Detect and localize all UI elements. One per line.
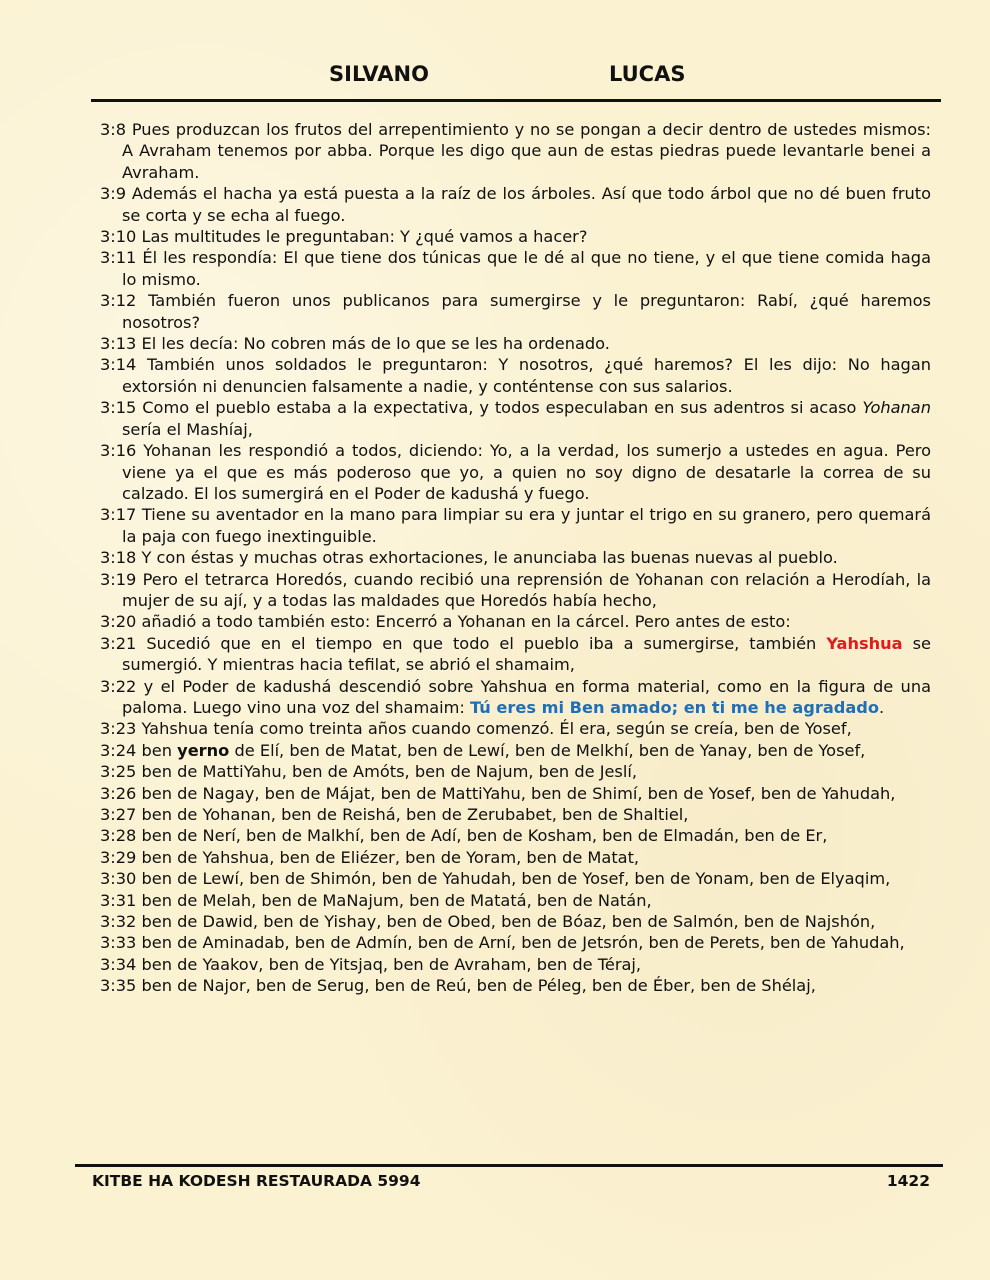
verse-3-35: 3:35 ben de Najor, ben de Serug, ben de Reú, ben de Péleg, ben de Éber, ben de Shélaj,: [100, 976, 816, 996]
verse-3-8: 3:8 Pues produzcan los frutos del arrepentimiento y no se pongan a decir dentro de ustedes mismos: A Avraham tenemos por abba. Porque les digo que aun de estas piedras puede levantarle benei a Avraham.: [100, 120, 931, 182]
footer-title: KITBE HA KODESH RESTAURADA 5994: [92, 1172, 421, 1190]
verse-3-18: 3:18 Y con éstas y muchas otras exhortaciones, le anunciaba las buenas nuevas al pueblo.: [100, 548, 838, 568]
verse-3-15-name: Yohanan: [862, 398, 931, 418]
verse-3-29: 3:29 ben de Yahshua, ben de Eliézer, ben de Yoram, ben de Matat,: [100, 847, 640, 867]
verse-3-32: 3:32 ben de Dawid, ben de Yishay, ben de Obed, ben de Bóaz, ben de Salmón, ben de Najshón,: [100, 912, 876, 932]
verse-3-31: 3:31 ben de Melah, ben de MaNajum, ben de Matatá, ben de Natán,: [100, 890, 652, 910]
verse-3-15-end: sería el Mashíaj,: [122, 419, 253, 439]
verse-3-9: 3:9 Además el hacha ya está puesta a la raíz de los árboles. Así que todo árbol que no dé buen fruto se corta y se echa al fuego.: [100, 184, 931, 225]
verse-3-22-voice: Tú eres mi Ben amado; en ti me he agradado: [470, 697, 880, 717]
verse-3-14: 3:14 También unos soldados le preguntaron: Y nosotros, ¿qué haremos? El les dijo: No hagan extorsión ni denuncien falsamente a nadie, y conténtense con sus salarios.: [100, 355, 931, 396]
verse-3-21-end: se sumergió. Y mientras hacia tefilat, se abrió el shamaim,: [122, 633, 931, 675]
verse-3-12: 3:12 También fueron unos publicanos para sumergirse y le preguntaron: Rabí, ¿qué haremos nosotros?: [100, 291, 931, 332]
verse-3-27: 3:27 ben de Yohanan, ben de Reishá, ben de Zerubabet, ben de Shaltiel,: [100, 805, 689, 824]
verse-3-23: 3:23 Yahshua tenía como treinta años cuando comenzó. Él era, según se creía, ben de Yosef,: [100, 719, 852, 739]
verse-3-24-text: 3:24 ben: [100, 740, 178, 760]
verse-3-15-text: 3:15 Como el pueblo estaba a la expectativa, y todos especulaban en sus adentros si acaso: [100, 398, 857, 418]
verse-3-24-end: de Elí, ben de Matat, ben de Lewí, ben de Melkhí, ben de Yanay, ben de Yosef,: [229, 740, 866, 760]
verse-3-24-bold: yerno: [177, 740, 230, 760]
verse-3-17: 3:17 Tiene su aventador en la mano para limpiar su era y juntar el trigo en su granero, pero quemará la paja con fuego inextinguible.: [100, 505, 931, 546]
verse-3-22: [100, 676, 931, 719]
verse-3-15: [100, 397, 931, 440]
verse-3-22-text: 3:22 y el Poder de kadushá descendió sobre Yahshua en forma material, como en la figura de una paloma. Luego vino una voz del shamaim:: [100, 676, 931, 717]
verse-3-10: 3:10 Las multitudes le preguntaban: Y ¿qué vamos a hacer?: [100, 227, 588, 247]
verse-3-21-yahshua: Yahshua: [826, 633, 903, 653]
verse-3-33: 3:33 ben de Aminadab, ben de Admín, ben de Arní, ben de Jetsrón, ben de Perets, ben de Yahudah,: [100, 933, 905, 953]
footer-divider: [75, 1164, 943, 1167]
page-footer: [92, 1172, 930, 1194]
header-author: SILVANO: [329, 62, 429, 86]
verse-3-22-end: .: [879, 697, 885, 717]
verse-3-16: 3:16 Yohanan les respondió a todos, diciendo: Yo, a la verdad, los sumerjo a ustedes en agua. Pero viene ya el que es más poderoso que yo, a quien no soy digno de desatarle la correa de su calzado. El los sumergirá en el Poder de kadushá y fuego.: [100, 441, 931, 503]
verse-3-21-text: 3:21 Sucedió que en el tiempo en que todo el pueblo iba a sumergirse, también: [100, 633, 827, 653]
verse-3-25: 3:25 ben de MattiYahu, ben de Amóts, ben de Najum, ben de Jeslí,: [100, 762, 638, 782]
header-divider: [91, 99, 941, 102]
verse-3-20: 3:20 añadió a todo también esto: Encerró a Yohanan en la cárcel. Pero antes de esto:: [100, 612, 791, 632]
verse-3-19: 3:19 Pero el tetrarca Horedós, cuando recibió una reprensión de Yohanan con relación a Herodíah, la mujer de su ají, y a todas las maldades que Horedós había hecho,: [100, 569, 931, 610]
verse-3-13: 3:13 El les decía: No cobren más de lo que se les ha ordenado.: [100, 334, 610, 354]
verse-3-24: [100, 740, 931, 761]
verse-3-28: 3:28 ben de Nerí, ben de Malkhí, ben de Adí, ben de Kosham, ben de Elmadán, ben de Er,: [100, 826, 828, 846]
verse-list: [100, 119, 931, 997]
page-number: 1422: [886, 1172, 930, 1190]
page-header: [0, 62, 990, 90]
verse-3-21: [100, 633, 931, 676]
verse-3-26: 3:26 ben de Nagay, ben de Májat, ben de MattiYahu, ben de Shimí, ben de Yosef, ben de Yahudah,: [100, 783, 896, 803]
verse-3-11: 3:11 Él les respondía: El que tiene dos túnicas que le dé al que no tiene, y el que tiene comida haga lo mismo.: [100, 248, 931, 289]
verse-3-34: 3:34 ben de Yaakov, ben de Yitsjaq, ben de Avraham, ben de Téraj,: [100, 954, 642, 974]
header-book: LUCAS: [609, 62, 686, 86]
verse-3-30: 3:30 ben de Lewí, ben de Shimón, ben de Yahudah, ben de Yosef, ben de Yonam, ben de Elyaqim,: [100, 869, 891, 889]
